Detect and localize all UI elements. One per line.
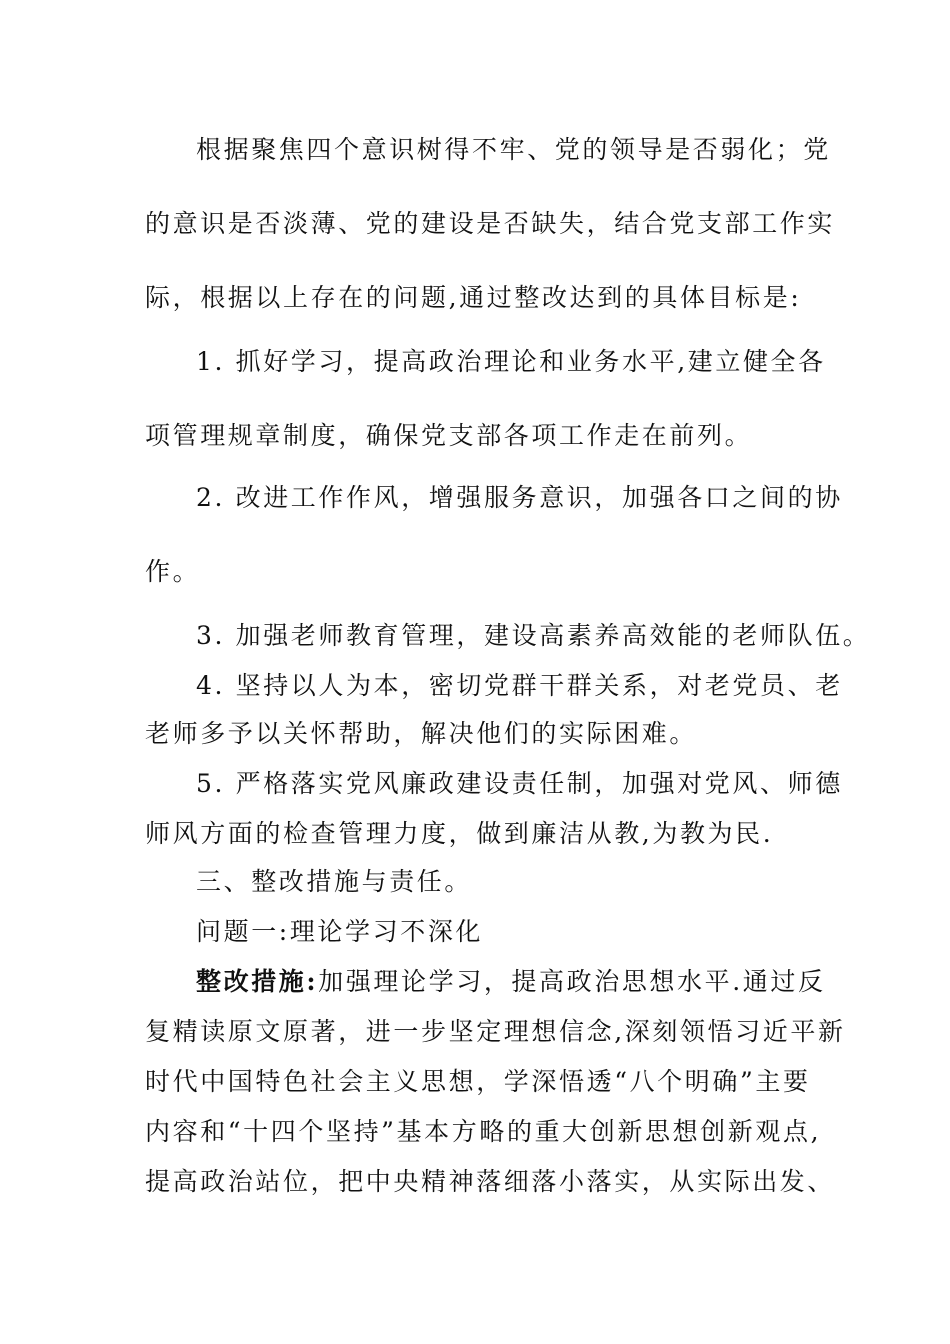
paragraph-line: 根据聚焦四个意识树得不牢、党的领导是否弱化；党	[196, 135, 831, 164]
list-item-3: 3. 加强老师教育管理，建设高素养高效能的老师队伍。	[196, 621, 871, 650]
paragraph-line: 复精读原文原著，进一步坚定理想信念,深刻领悟习近平新	[145, 1017, 846, 1046]
measures-text: 加强理论学习，提高政治思想水平.通过反	[318, 967, 826, 996]
measures-line	[196, 966, 826, 998]
list-item-1: 1. 抓好学习，提高政治理论和业务水平,建立健全各	[196, 347, 826, 376]
paragraph-line: 内容和“十四个坚持”基本方略的重大创新思想创新观点,	[145, 1117, 822, 1146]
list-item-5: 5. 严格落实党风廉政建设责任制，加强对党风、师德	[196, 769, 843, 798]
list-item-2: 2. 改进工作作风，增强服务意识，加强各口之间的协	[196, 483, 843, 512]
measures-label: 整改措施:	[196, 967, 319, 996]
paragraph-line: 项管理规章制度，确保党支部各项工作走在前列。	[145, 421, 753, 450]
paragraph-line: 际，根据以上存在的问题,通过整改达到的具体目标是:	[145, 283, 802, 312]
paragraph-line: 师风方面的检查管理力度，做到廉洁从教,为教为民.	[145, 819, 774, 848]
paragraph-line: 提高政治站位，把中央精神落细落小落实，从实际出发、	[145, 1167, 836, 1196]
paragraph-line: 老师多予以关怀帮助，解决他们的实际困难。	[145, 719, 698, 748]
paragraph-line: 的意识是否淡薄、党的建设是否缺失，结合党支部工作实	[145, 209, 836, 238]
list-item-4: 4. 坚持以人为本，密切党群干群关系，对老党员、老	[196, 671, 843, 700]
section-heading: 三、整改措施与责任。	[196, 867, 473, 896]
paragraph-line: 作。	[145, 557, 201, 586]
paragraph-line: 时代中国特色社会主义思想，学深悟透“八个明确”主要	[145, 1067, 811, 1096]
problem-heading: 问题一:理论学习不深化	[196, 917, 484, 946]
